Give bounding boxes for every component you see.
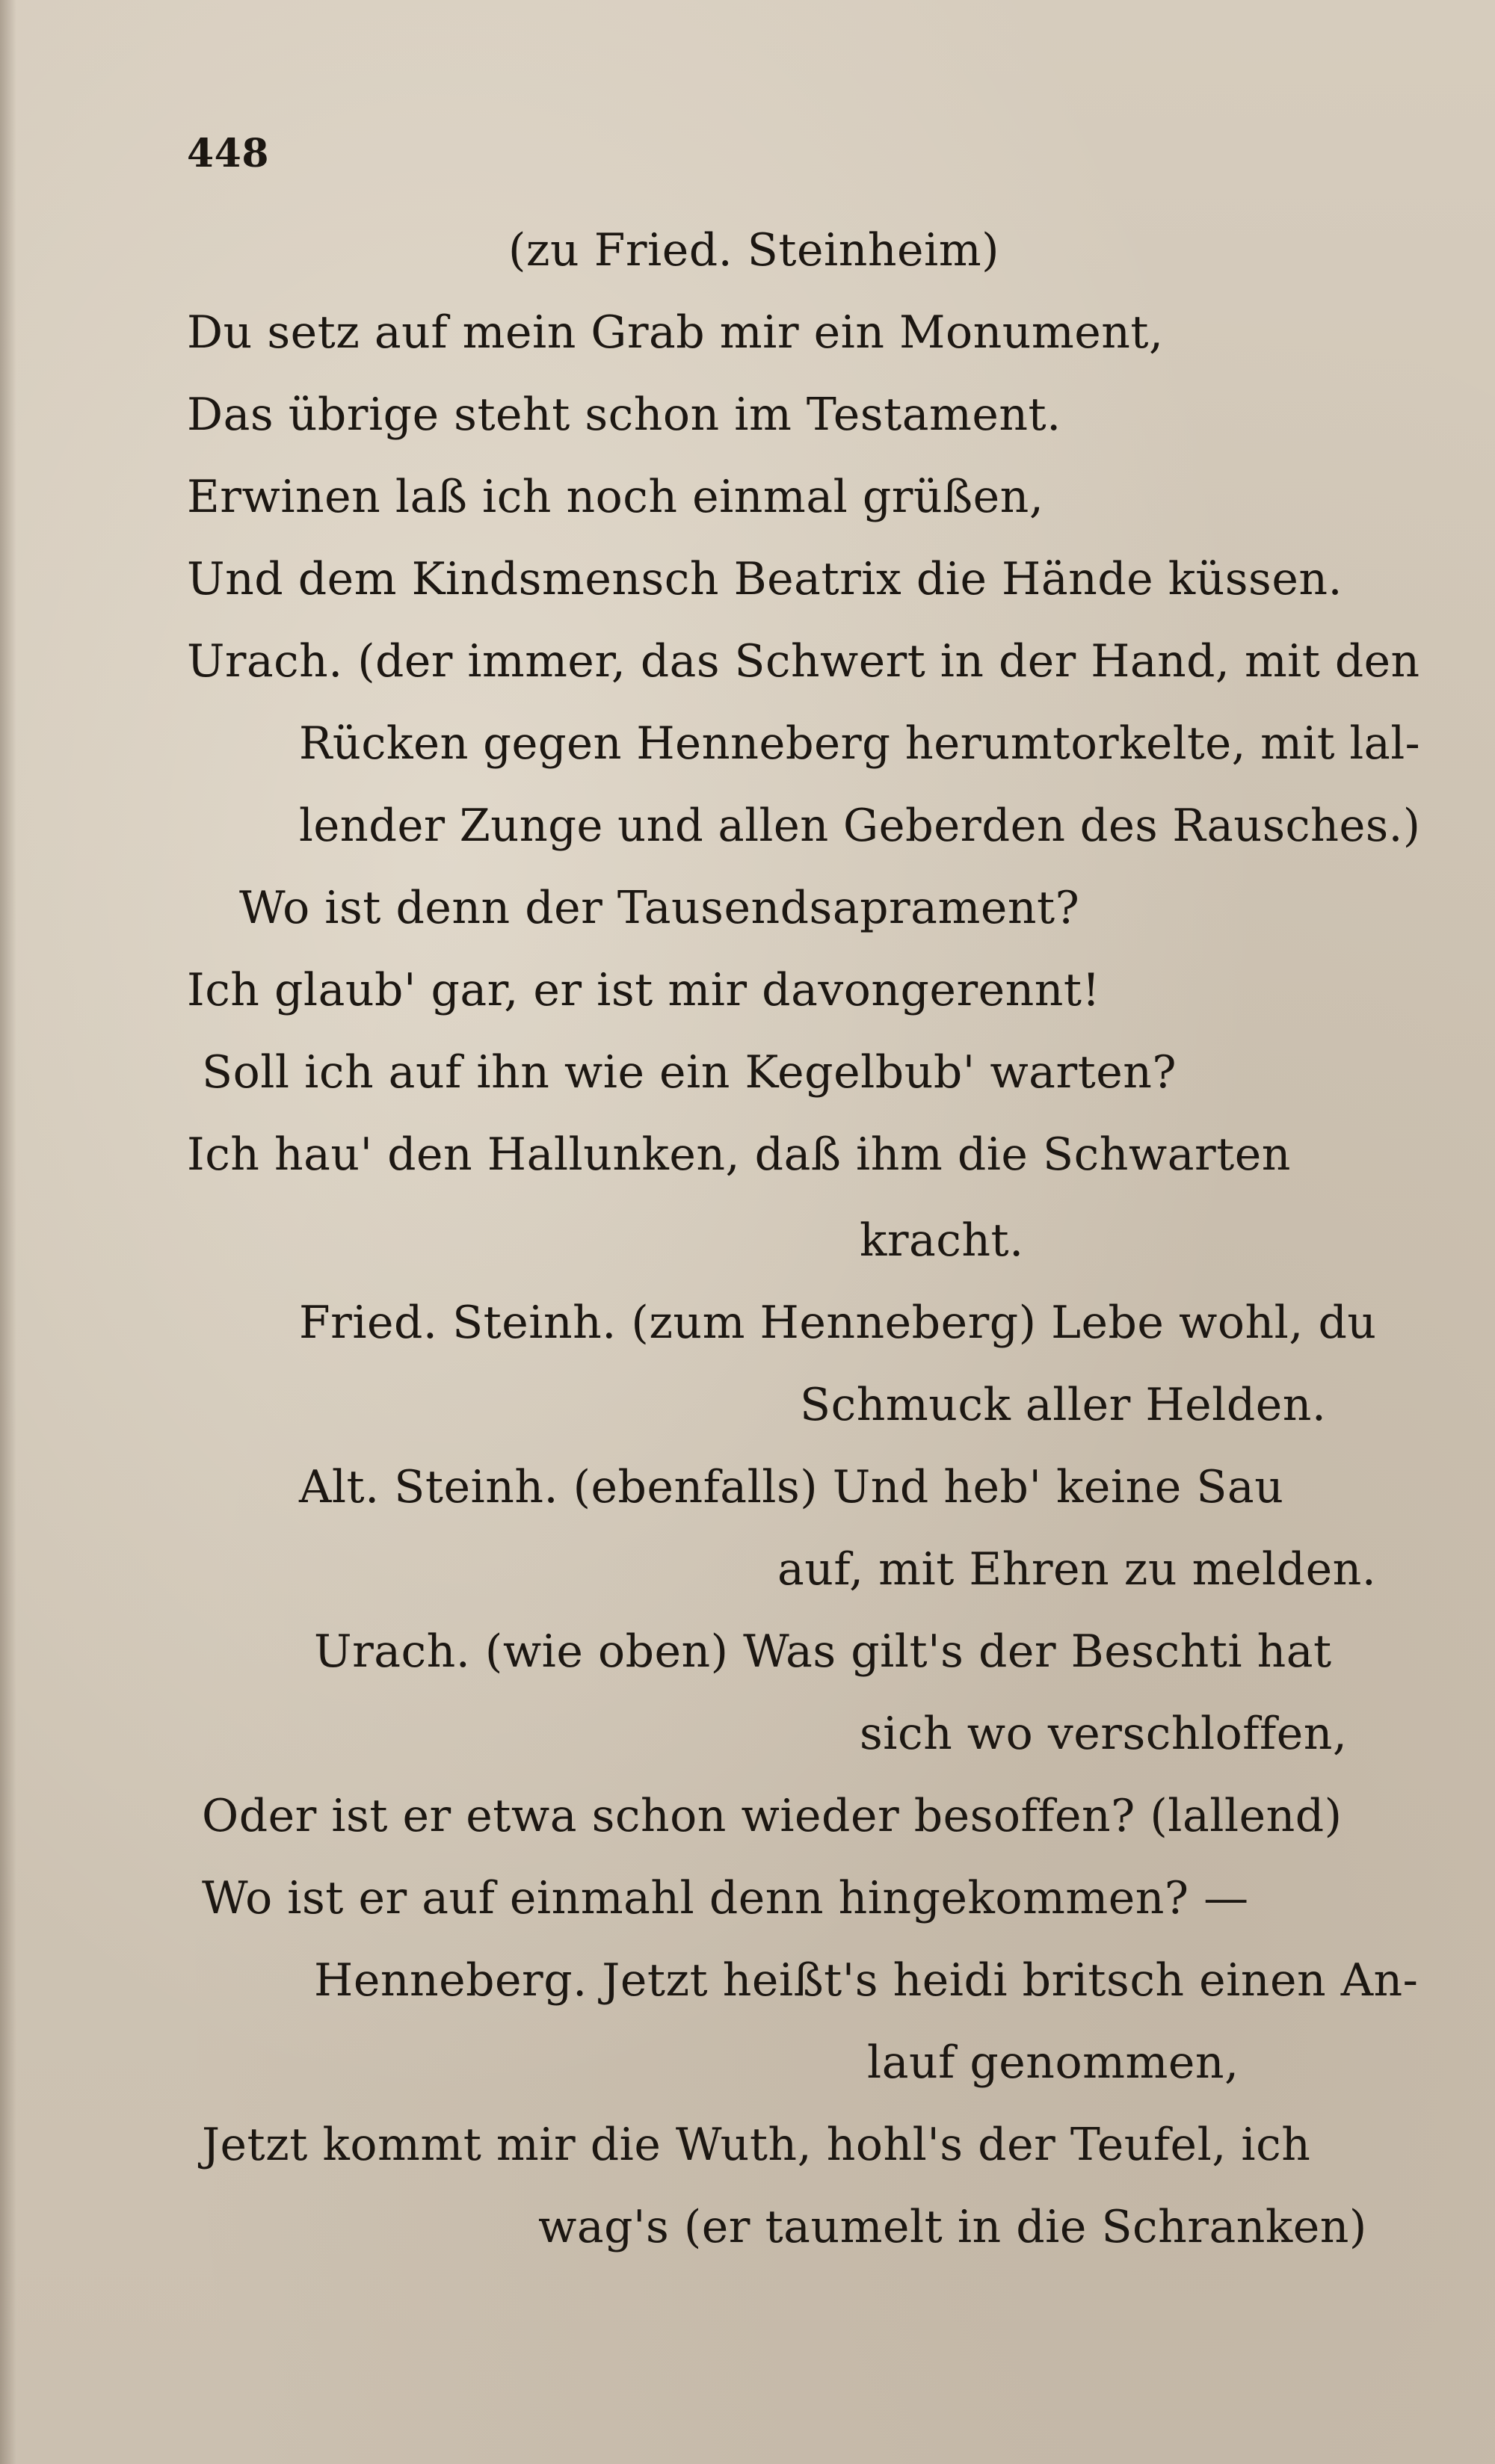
page-number: 448	[187, 131, 270, 176]
verse-line: Ich glaub' gar, er ist mir davongerennt!	[187, 964, 1101, 1016]
verse-line: Wo ist denn der Tausendsaprament?	[239, 882, 1080, 934]
verse-line-continuation: Schmuck aller Helden.	[800, 1379, 1327, 1431]
verse-line-continuation: wag's (er taumelt in die Schranken)	[538, 2201, 1367, 2253]
verse-line-continuation: sich wo verschloffen,	[860, 1708, 1348, 1760]
verse-line: Wo ist er auf einmahl denn hingekommen? —	[202, 1872, 1249, 1924]
speaker-line: Urach. (wie oben) Was gilt's der Beschti hat	[314, 1625, 1332, 1678]
verse-line: Und dem Kindsmensch Beatrix die Hände küssen.	[187, 553, 1343, 605]
verse-line: Das übrige steht schon im Testament.	[187, 389, 1061, 441]
speaker-line: Urach. (der immer, das Schwert in der Hand, mit den	[187, 635, 1420, 688]
verse-line: Oder ist er etwa schon wieder besoffen? (lallend)	[202, 1790, 1343, 1842]
verse-line-continuation: kracht.	[860, 1214, 1024, 1267]
speaker-line: Fried. Steinh. (zum Henneberg) Lebe wohl, du	[299, 1297, 1377, 1349]
stage-direction: (zu Fried. Steinheim)	[508, 224, 999, 277]
verse-line: Jetzt kommt mir die Wuth, hohl's der Teufel, ich	[202, 2119, 1311, 2171]
verse-line-continuation: lauf genommen,	[867, 2037, 1239, 2089]
verse-line: Ich hau' den Hallunken, daß ihm die Schwarten	[187, 1128, 1291, 1181]
stage-direction: Rücken gegen Henneberg herumtorkelte, mit lal-	[299, 717, 1421, 770]
stage-direction: lender Zunge und allen Geberden des Rausches.)	[299, 800, 1421, 852]
verse-line-continuation: auf, mit Ehren zu melden.	[777, 1543, 1377, 1596]
verse-line: Du setz auf mein Grab mir ein Monument,	[187, 306, 1164, 359]
speaker-line: Henneberg. Jetzt heißt's heidi britsch einen An-	[314, 1954, 1419, 2007]
verse-line: Soll ich auf ihn wie ein Kegelbub' warten?	[202, 1046, 1177, 1099]
verse-line: Erwinen laß ich noch einmal grüßen,	[187, 471, 1044, 523]
speaker-line: Alt. Steinh. (ebenfalls) Und heb' keine Sau	[299, 1461, 1284, 1513]
